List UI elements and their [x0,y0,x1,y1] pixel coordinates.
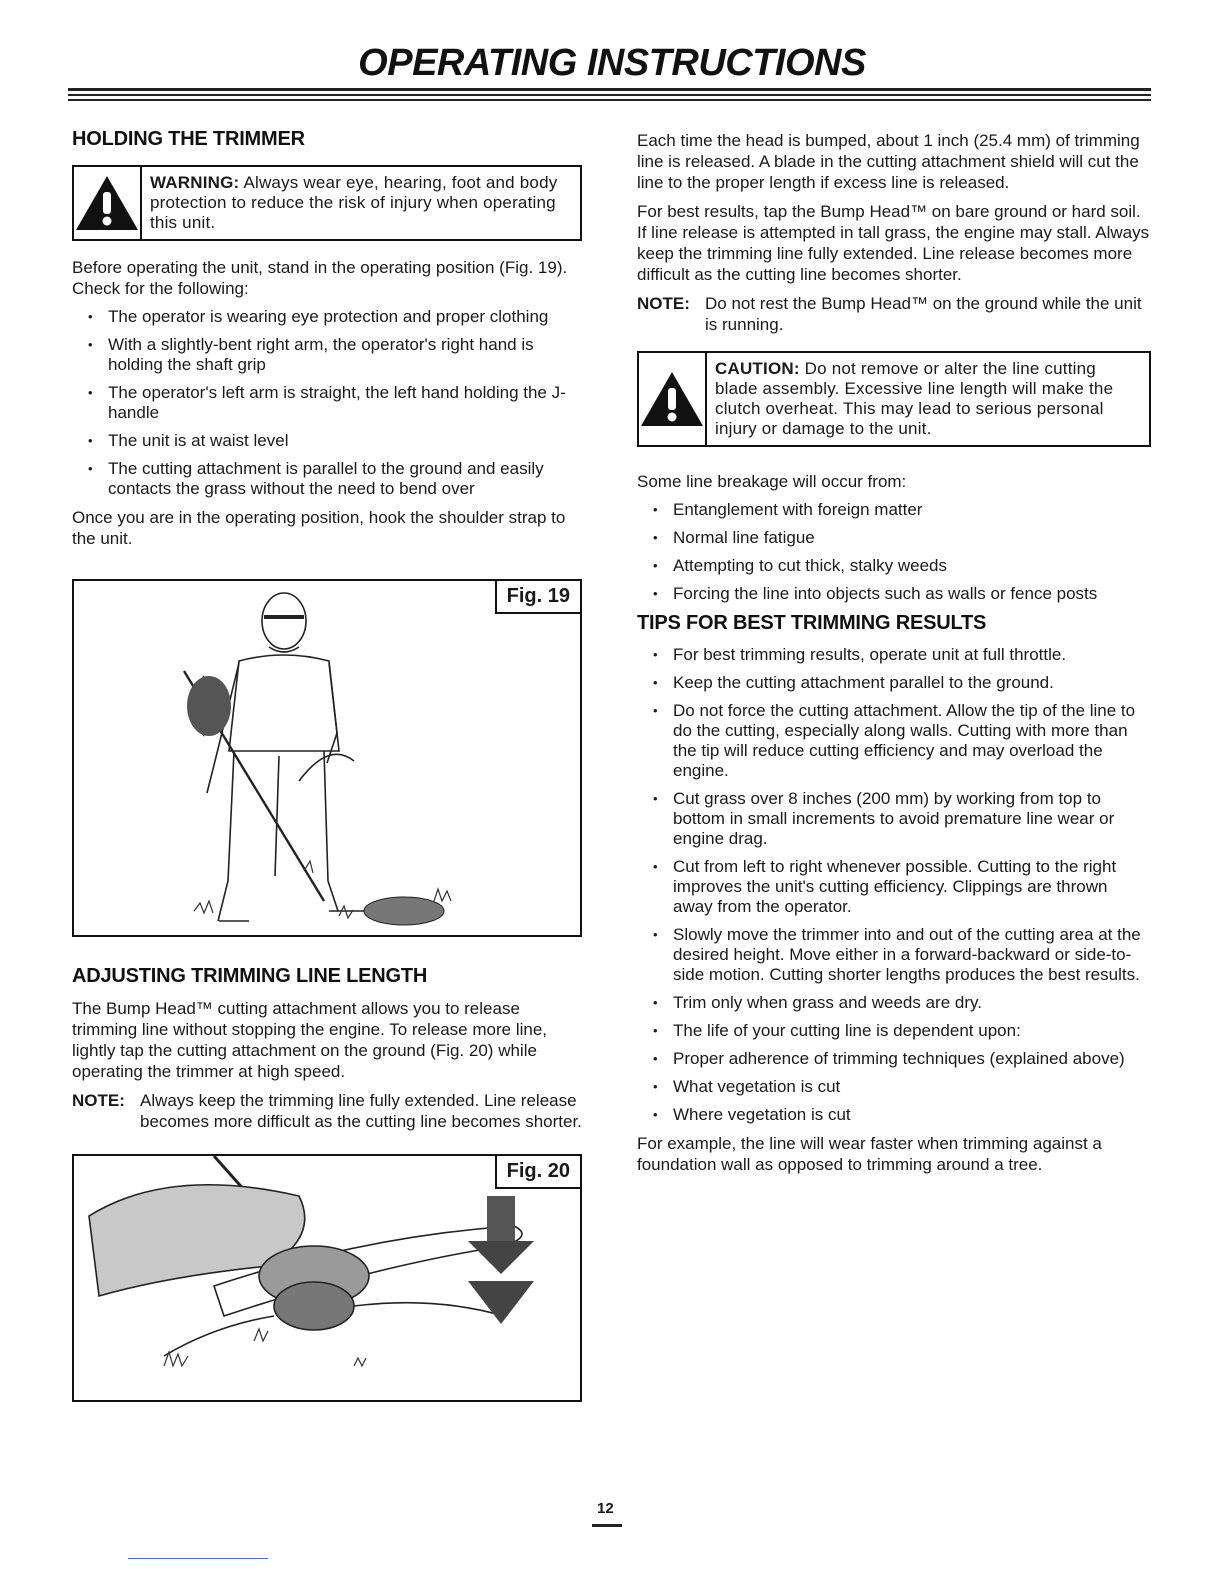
caution-text [707,353,1149,445]
warning-message: Always wear eye, hearing, foot and body protection to reduce the risk of injury when operating this unit. [150,173,558,232]
list-item: • Cut grass over 8 inches (200 mm) by working from top to bottom in small increments to avoid premature line wear or engine drag. [637,789,1151,849]
holding-checklist [72,307,582,499]
page-number: 12 [597,1500,614,1517]
figure-19-label: Fig. 19 [495,581,580,614]
right-column [637,130,1151,1183]
figure-20-label: Fig. 20 [495,1156,580,1189]
list-item: • The cutting attachment is parallel to the ground and easily contacts the grass without the need to bend over [72,459,582,499]
caution-message: Do not remove or alter the line cutting blade assembly. Excessive line length will make the clutch overheat. This may lead to serious personal injury or damage to the unit. [715,359,1114,438]
note-label: NOTE: [72,1091,125,1110]
breakage-list [637,500,1151,604]
tips-list [637,645,1151,1125]
holding-intro: Before operating the unit, stand in the operating position (Fig. 19). Check for the following: [72,258,568,298]
warning-triangle-icon [74,167,142,239]
page-title: OPERATING INSTRUCTIONS [358,42,866,84]
breakage-intro: Some line breakage will occur from: [637,472,907,491]
holding-heading: HOLDING THE TRIMMER [72,128,305,150]
list-item: • Slowly move the trimmer into and out of the cutting area at the desired height. Move either in a forward-backward or side-to-side motion. Cutting shorter lengths produces the best results. [637,925,1151,985]
adjusting-heading: ADJUSTING TRIMMING LINE LENGTH [72,965,428,987]
list-item: • The unit is at waist level [72,431,582,451]
warning-label: WARNING: [150,173,240,192]
list-item: • Entanglement with foreign matter [637,500,1151,520]
list-item: • The life of your cutting line is dependent upon: [637,1021,1151,1041]
adjusting-note [72,1090,582,1132]
list-item: • For best trimming results, operate unit at full throttle. [637,645,1151,665]
list-item: • Do not force the cutting attachment. Allow the tip of the line to do the cutting, especially along walls. Cutting with more than the tip will reduce cutting efficiency and may overload the engine. [637,701,1151,781]
closing-paragraph: For example, the line will wear faster when trimming against a foundation wall as opposed to trimming around a tree. [637,1134,1102,1174]
list-item: • Keep the cutting attachment parallel to the ground. [637,673,1151,693]
bottom-rule [128,1558,268,1559]
caution-triangle-icon [639,353,707,445]
warning-text [142,167,580,239]
list-item: • Cut from left to right whenever possible. Cutting to the right improves the unit's cutting efficiency. Clippings are thrown away from the operator. [637,857,1151,917]
list-item: • Where vegetation is cut [637,1105,1151,1125]
bump-note [637,293,1151,335]
title-rules [68,88,1151,104]
list-item: • Forcing the line into objects such as walls or fence posts [637,584,1151,604]
caution-label: CAUTION: [715,359,800,378]
list-item: • Proper adherence of trimming techniques (explained above) [637,1049,1151,1069]
note-text: Do not rest the Bump Head™ on the ground while the unit is running. [705,294,1142,334]
warning-box [72,165,582,241]
list-item: • Attempting to cut thick, stalky weeds [637,556,1151,576]
note-label: NOTE: [637,294,690,313]
adjusting-paragraph: The Bump Head™ cutting attachment allows you to release trimming line without stopping the engine. To release more line, lightly tap the cutting attachment on the ground (Fig. 20) while operating the trimmer at high speed. [72,999,548,1081]
bump-paragraph-2: For best results, tap the Bump Head™ on bare ground or hard soil. If line release is attempted in tall grass, the engine may stall. Always keep the trimming line fully extended. Line release becomes more difficult as the cutting line becomes shorter. [637,202,1150,284]
list-item: • Trim only when grass and weeds are dry. [637,993,1151,1013]
caution-box [637,351,1151,447]
bump-paragraph-1: Each time the head is bumped, about 1 inch (25.4 mm) of trimming line is released. A blade in the cutting attachment shield will cut the line to the proper length if excess line is released. [637,131,1140,192]
left-column [72,128,582,1402]
tips-heading: TIPS FOR BEST TRIMMING RESULTS [637,612,987,634]
list-item: • With a slightly-bent right arm, the operator's right hand is holding the shaft grip [72,335,582,375]
list-item: • What vegetation is cut [637,1077,1151,1097]
note-text: Always keep the trimming line fully extended. Line release becomes more difficult as the cutting line becomes shorter. [140,1091,582,1131]
page-number-rule [592,1524,622,1527]
figure-19 [72,579,582,937]
figure-20 [72,1154,582,1402]
list-item: • The operator is wearing eye protection and proper clothing [72,307,582,327]
list-item: • Normal line fatigue [637,528,1151,548]
holding-outro: Once you are in the operating position, hook the shoulder strap to the unit. [72,508,566,548]
list-item: • The operator's left arm is straight, the left hand holding the J-handle [72,383,582,423]
bump-head-illustration [74,1156,580,1396]
operator-illustration [74,581,580,931]
